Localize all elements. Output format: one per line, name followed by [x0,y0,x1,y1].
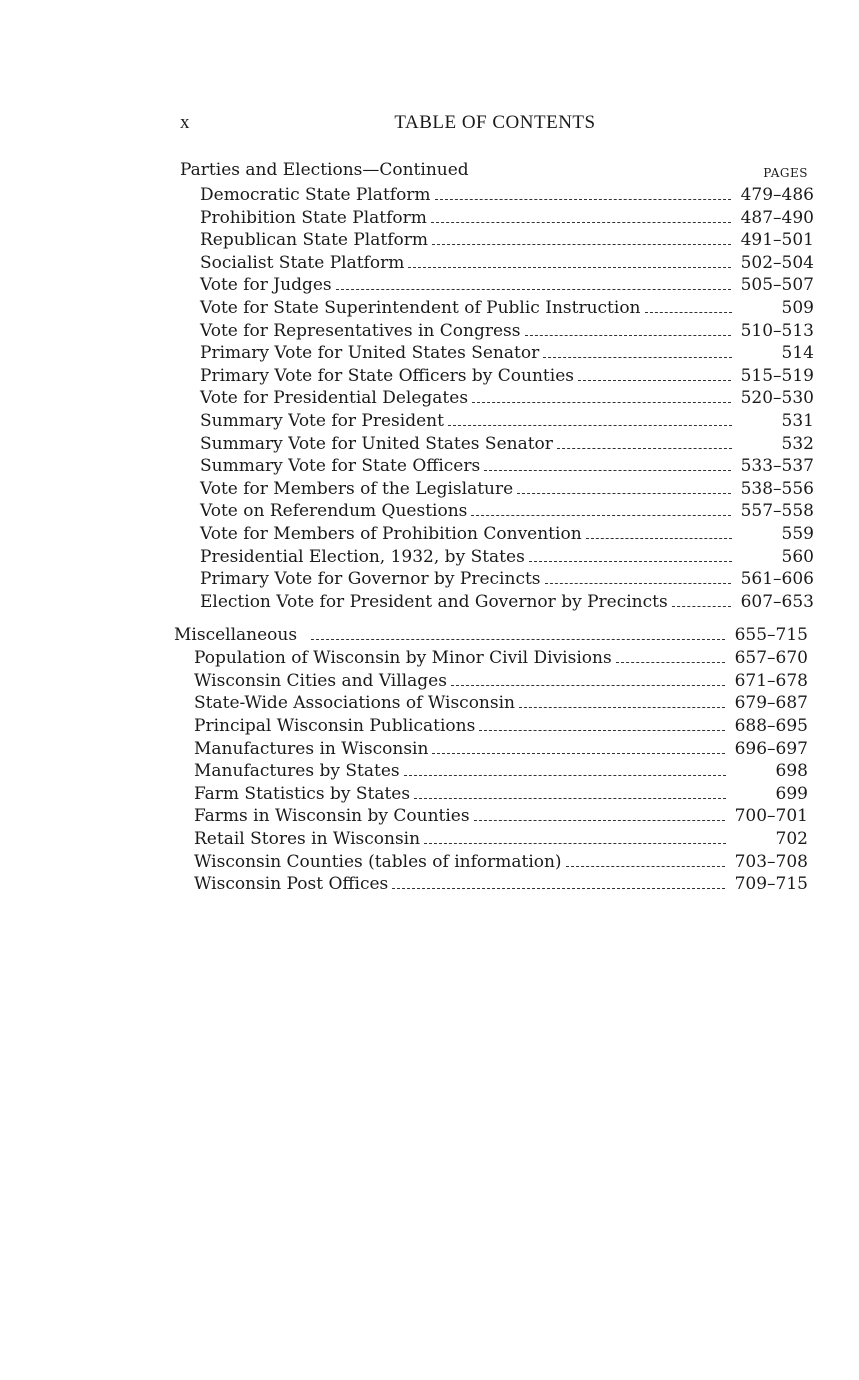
page-range: 679–687 [734,693,808,714]
dot-leader [408,267,730,268]
entry-title: Vote on Referendum Questions [200,501,468,522]
dot-leader [451,685,725,686]
entry-title: Republican State Platform [200,230,428,251]
entry-title: Manufactures by States [194,761,400,782]
dot-leader [336,289,731,290]
entry-title: Vote for State Superintendent of Public Instruction [200,297,641,318]
dot-leader [431,222,731,223]
toc-entry [174,433,814,456]
entry-title: Vote for Representatives in Congress [200,320,521,341]
dot-leader [448,425,732,426]
page-range: 505–507 [740,275,814,296]
entry-title: Manufactures in Wisconsin [194,738,429,759]
toc-entry [174,410,814,433]
toc-entry [174,647,814,670]
entry-title: Socialist State Platform [200,252,405,273]
page-range: 699 [775,783,808,804]
page-range: 538–556 [740,478,814,499]
page-range: 557–558 [740,501,814,522]
page-range: 688–695 [734,716,808,737]
dot-leader [432,753,724,754]
pages-column-header: PAGES [763,166,808,180]
dot-leader [484,470,730,471]
page-range: 531 [781,410,814,431]
entry-title: Principal Wisconsin Publications [194,716,476,737]
dot-leader [517,493,730,494]
entry-title: Population of Wisconsin by Minor Civil Divisions [194,648,612,669]
toc-entry [174,455,814,478]
entry-title: Summary Vote for United States Senator [200,433,553,454]
page-range: 514 [781,343,814,364]
section-heading-parties [174,160,814,184]
dot-leader [545,583,731,584]
table-of-contents [174,160,814,896]
entry-title: Wisconsin Post Offices [194,874,389,895]
toc-entry [174,184,814,207]
toc-entry [174,365,814,388]
page-range: 559 [781,523,814,544]
entry-title: Prohibition State Platform [200,207,427,228]
page-title: TABLE OF CONTENTS [394,112,596,133]
dot-leader [424,843,726,844]
toc-entry [174,229,814,252]
dot-leader [472,402,731,403]
dot-leader [578,380,731,381]
page-range: 532 [781,433,814,454]
page-range: 560 [781,546,814,567]
entry-title: Primary Vote for United States Senator [200,343,540,364]
page-number: x [180,112,190,133]
dot-leader [435,199,731,200]
toc-entry [174,568,814,591]
page-range: 487–490 [740,207,814,228]
page-range: 655–715 [734,625,808,646]
entry-title: Wisconsin Cities and Villages [194,670,447,691]
toc-entry [174,738,814,761]
dot-leader [404,775,726,776]
dot-leader [414,798,726,799]
toc-entry [174,670,814,693]
page-range: 671–678 [734,670,808,691]
entry-title: Vote for Members of the Legislature [200,478,514,499]
section-heading-label: Parties and Elections—Continued [180,160,469,180]
dot-leader [586,538,732,539]
toc-entry [174,387,814,410]
toc-entry [174,274,814,297]
dot-leader [311,639,725,640]
dot-leader [471,515,730,516]
page-range: 702 [775,829,808,850]
toc-entry [174,546,814,569]
entry-title: Summary Vote for State Officers [200,456,481,477]
toc-entry [174,805,814,828]
toc-entry [174,828,814,851]
entry-title: Vote for Presidential Delegates [200,388,469,409]
dot-leader [474,820,725,821]
dot-leader [557,448,732,449]
page-range: 696–697 [734,738,808,759]
page-range: 520–530 [740,388,814,409]
parties-entries [174,184,814,613]
miscellaneous-entries [174,647,814,896]
toc-entry [174,478,814,501]
page-range: 515–519 [740,365,814,386]
section-heading-miscellaneous [174,623,814,647]
dot-leader [645,312,733,313]
toc-entry [174,297,814,320]
toc-entry [174,207,814,230]
page-range: 657–670 [734,648,808,669]
entry-title: Primary Vote for State Officers by Counties [200,365,574,386]
dot-leader [392,888,724,889]
running-head [180,112,810,136]
toc-entry [174,320,814,343]
dot-leader [616,662,725,663]
entry-title: Election Vote for President and Governor by Precincts [200,591,668,612]
toc-entry [174,873,814,896]
page-range: 561–606 [740,569,814,590]
section-heading-label: Miscellaneous [174,625,298,646]
dot-leader [543,357,732,358]
entry-title: Farm Statistics by States [194,783,411,804]
toc-entry [174,523,814,546]
toc-entry [174,500,814,523]
entry-title: Democratic State Platform [200,185,431,205]
dot-leader [566,866,725,867]
entry-title: Retail Stores in Wisconsin [194,829,421,850]
toc-entry [174,591,814,614]
page-range: 479–486 [740,185,814,205]
entry-title: Summary Vote for President [200,410,444,431]
entry-title: Vote for Judges [200,275,332,296]
entry-title: Vote for Members of Prohibition Convention [200,523,582,544]
page-range: 698 [775,761,808,782]
page-range: 533–537 [740,456,814,477]
page-range: 502–504 [740,252,814,273]
page-range: 700–701 [734,806,808,827]
entry-title: Presidential Election, 1932, by States [200,546,525,567]
toc-entry [174,783,814,806]
entry-title: State-Wide Associations of Wisconsin [194,693,515,714]
toc-entry [174,851,814,874]
toc-entry [174,715,814,738]
dot-leader [529,561,732,562]
page-range: 607–653 [740,591,814,612]
entry-title: Wisconsin Counties (tables of information) [194,851,562,872]
page-range: 491–501 [740,230,814,251]
dot-leader [672,606,731,607]
page-range: 703–708 [734,851,808,872]
page-range: 510–513 [740,320,814,341]
page-range: 509 [781,297,814,318]
toc-entry [174,252,814,275]
toc-entry [174,342,814,365]
entry-title: Primary Vote for Governor by Precincts [200,569,541,590]
toc-entry [174,692,814,715]
dot-leader [519,707,725,708]
dot-leader [525,335,731,336]
page-range: 709–715 [734,874,808,895]
entry-title: Farms in Wisconsin by Counties [194,806,470,827]
toc-entry [174,760,814,783]
dot-leader [432,244,731,245]
dot-leader [479,730,724,731]
